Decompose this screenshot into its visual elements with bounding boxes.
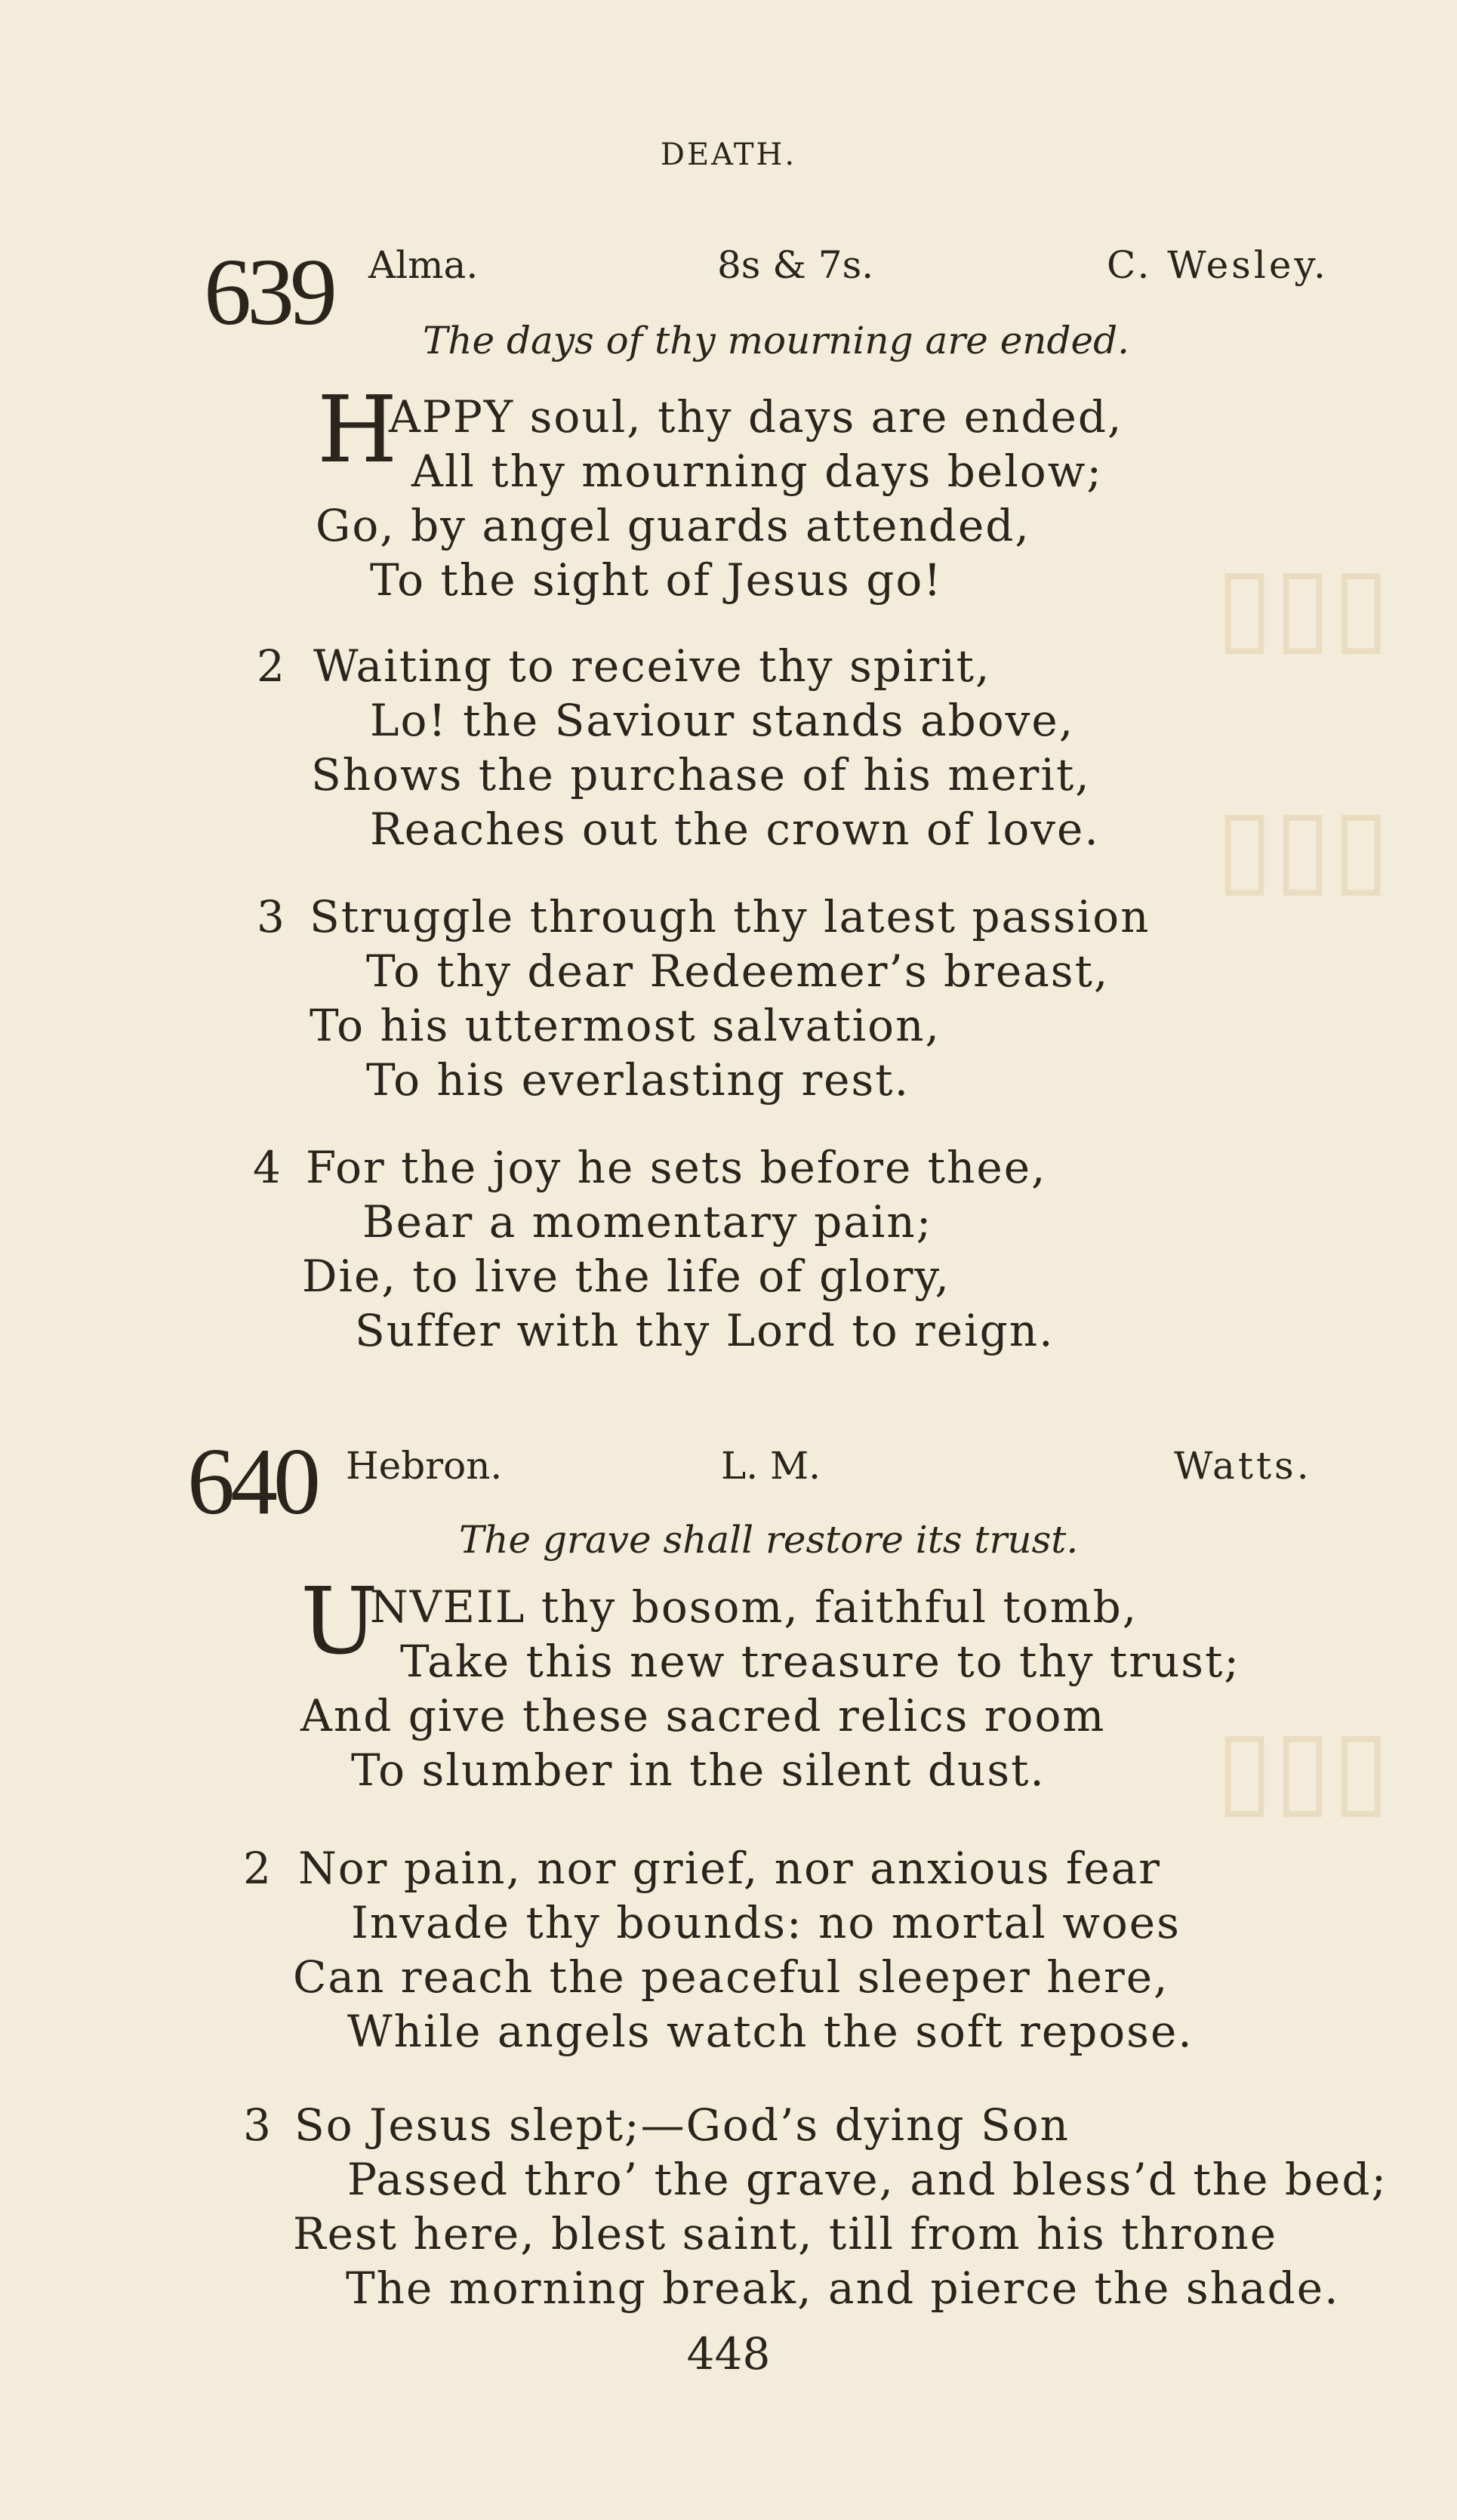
page-number: 448 [686, 2328, 771, 2380]
verse-line: The morning break, and pierce the shade. [346, 2262, 1340, 2314]
meter: 8s & 7s. [717, 243, 874, 287]
verse-line: To his everlasting rest. [366, 1054, 910, 1106]
verse-line: Waiting to receive thy spirit, [313, 640, 991, 692]
verse-line: Passed thro’ the grave, and bless’d the bed; [347, 2154, 1388, 2205]
verse-line: Reaches out the crown of love. [370, 804, 1100, 855]
verse-line: Struggle through thy latest passion [310, 891, 1151, 942]
verse-line: To his uttermost salvation, [310, 1000, 941, 1051]
verse-line: Invade thy bounds: no mortal woes [351, 1897, 1181, 1948]
tune-name: Alma. [368, 243, 479, 287]
verse-line: Go, by angel guards attended, [316, 500, 1030, 551]
verse-line: Nor pain, nor grief, nor anxious fear [298, 1843, 1161, 1894]
verse-line: And give these sacred relics room [300, 1690, 1106, 1741]
verse-line: Die, to live the life of glory, [302, 1251, 950, 1302]
verse-line: All thy mourning days below; [411, 446, 1103, 497]
drop-cap: H [317, 376, 398, 483]
author: C. Wesley. [1107, 243, 1329, 287]
stanza-number: 3 [257, 891, 285, 942]
stanza-number: 2 [257, 640, 285, 692]
stanza-number: 4 [253, 1142, 281, 1193]
verse-line: While angels watch the soft repose. [347, 2006, 1194, 2057]
bleed-through-mark: ▯▯▯ [1215, 789, 1391, 906]
verse-line: APPY soul, thy days are ended, [389, 391, 1123, 443]
stanza-number: 2 [243, 1843, 271, 1894]
verse-line: NVEIL thy bosom, faithful tomb, [370, 1581, 1138, 1633]
author: Watts. [1174, 1444, 1312, 1488]
bleed-through-mark: ▯▯▯ [1215, 547, 1391, 665]
meter: L. M. [721, 1444, 821, 1488]
verse-line: Take this new treasure to thy trust; [400, 1636, 1240, 1687]
stanza-number: 3 [243, 2099, 271, 2151]
verse-line: To slumber in the silent dust. [351, 1744, 1046, 1796]
hymn-theme: The grave shall restore its trust. [459, 1518, 1079, 1562]
running-head: DEATH. [660, 137, 797, 172]
verse-line: To thy dear Redeemer’s breast, [366, 945, 1110, 997]
tune-name: Hebron. [346, 1444, 503, 1488]
verse-line: Suffer with thy Lord to reign. [355, 1305, 1055, 1356]
bleed-through-mark: ▯▯▯ [1215, 1710, 1391, 1828]
hymn-number: 639 [204, 240, 333, 345]
verse-line: To the sight of Jesus go! [370, 554, 943, 606]
drop-cap: U [300, 1568, 378, 1675]
verse-line: Shows the purchase of his merit, [311, 749, 1091, 800]
hymn-theme: The days of thy mourning are ended. [423, 319, 1129, 362]
verse-line: Can reach the peaceful sleeper here, [293, 1951, 1169, 2003]
verse-line: Lo! the Saviour stands above, [370, 695, 1075, 746]
hymn-number: 640 [187, 1430, 316, 1535]
verse-line: So Jesus slept;—God’s dying Son [294, 2099, 1070, 2151]
verse-line: Rest here, blest saint, till from his throne [293, 2208, 1278, 2259]
verse-line: For the joy he sets before thee, [306, 1142, 1047, 1193]
verse-line: Bear a momentary pain; [362, 1196, 933, 1248]
